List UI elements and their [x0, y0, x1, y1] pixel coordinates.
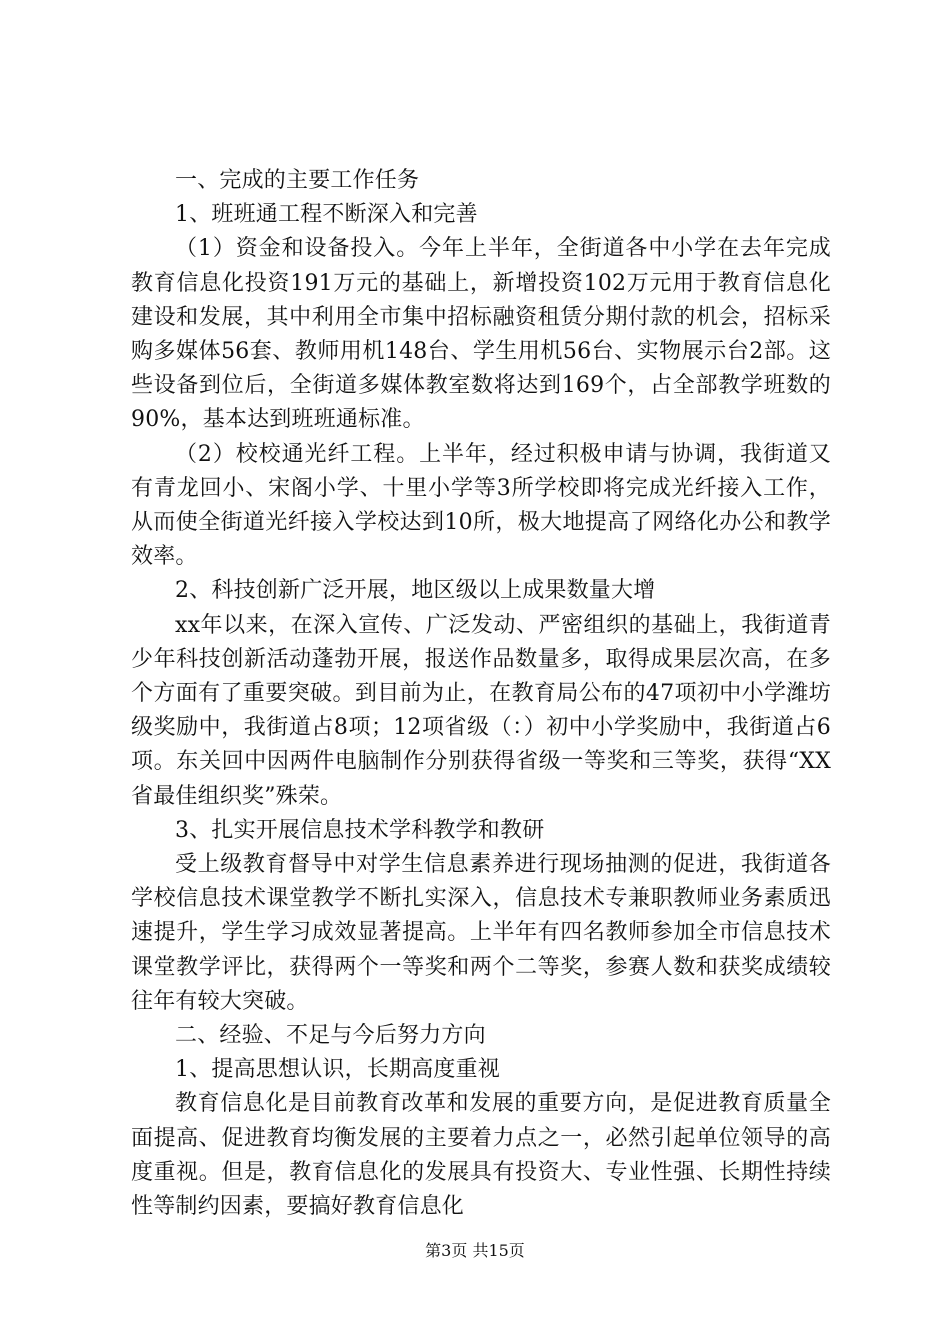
subsection-heading-1-2: 2、科技创新广泛开展，地区级以上成果数量大增: [175, 578, 656, 604]
subsection-heading-2-1: 1、提高思想认识，长期高度重视: [175, 1057, 500, 1083]
subsection-heading-1-1: 1、班班通工程不断深入和完善: [175, 202, 478, 228]
subsection-heading-1-3: 3、扎实开展信息技术学科教学和教研: [175, 817, 545, 843]
paragraph-funding-equipment: （1）资金和设备投入。今年上半年，全街道各中小学在去年完成教育信息化投资191万元的基础上，新增投资102万元用于教育信息化建设和发展，其中利用全市集中招标融资租赁分期付款的机会，招标采购多媒体56套、教师用机148台、学生用机56台、实物展示台2部。这些设备到位后，全街道多媒体教室数将达到169个，占全部教学班数的90%，基本达到班班通标准。: [131, 236, 831, 433]
document-body: [131, 164, 831, 1224]
paragraph-tech-innovation: xx年以来，在深入宣传、广泛发动、严密组织的基础上，我街道青少年科技创新活动蓬勃开展，报送作品数量多，取得成果层次高，在多个方面有了重要突破。到目前为止，在教育局公布的47项初中小学潍坊级奖励中，我街道占8项；12项省级（：）初中小学奖励中，我街道占6项。东关回中因两件电脑制作分别获得省级一等奖和三等奖，获得“XX省最佳组织奖”殊荣。: [131, 612, 831, 809]
section-heading-1: 一、完成的主要工作任务: [175, 168, 420, 193]
section-heading-2: 二、经验、不足与今后努力方向: [175, 1023, 486, 1049]
paragraph-education-informatization: 教育信息化是目前教育改革和发展的重要方向，是促进教育质量全面提高、促进教育均衡发展的主要着力点之一，必然引起单位领导的高度重视。但是，教育信息化的发展具有投资大、专业性强、长期性持续性等制约因素，要搞好教育信息化: [131, 1091, 831, 1220]
page-number-footer: 第3页 共15页: [425, 1241, 525, 1260]
paragraph-it-teaching: 受上级教育督导中对学生信息素养进行现场抽测的促进，我街道各学校信息技术课堂教学不断扎实深入，信息技术专兼职教师业务素质迅速提升，学生学习成效显著提高。上半年有四名教师参加全市信息技术课堂教学评比，获得两个一等奖和两个二等奖，参赛人数和获奖成绩较往年有较大突破。: [131, 852, 831, 1014]
paragraph-fiber-project: （2）校校通光纤工程。上半年，经过积极申请与协调，我街道又有青龙回小、宋阁小学、十里小学等3所学校即将完成光纤接入工作，从而使全街道光纤接入学校达到10所，极大地提高了网络化办公和教学效率。: [131, 441, 831, 570]
